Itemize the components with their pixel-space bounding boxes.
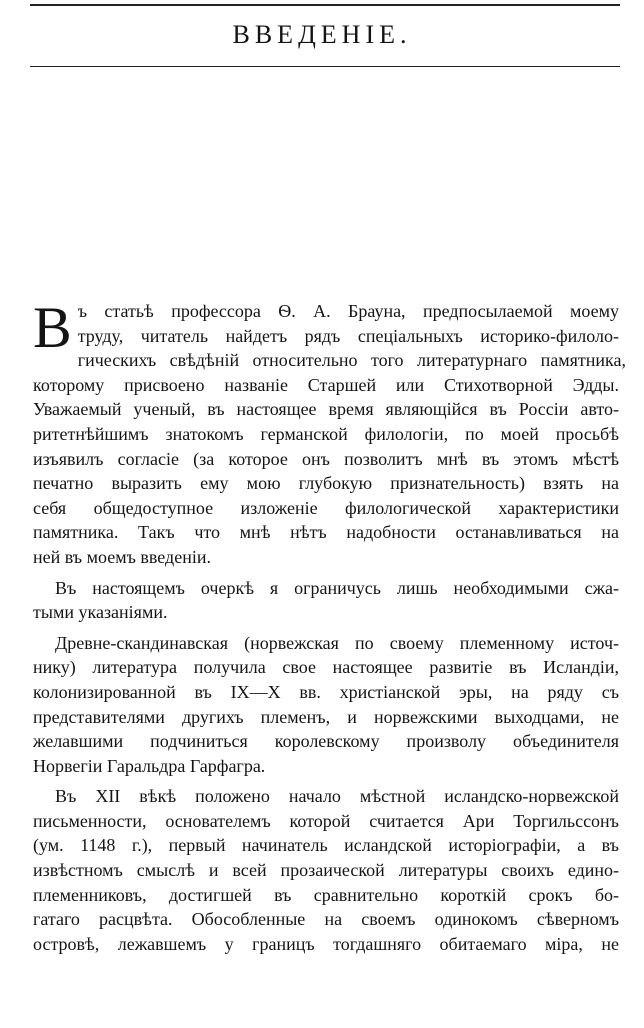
header-top-rule — [30, 4, 620, 6]
text-line: гическихъ свѣдѣній относительно того литературнаго памятника, — [77, 350, 626, 371]
text-line: тыми указаніями. — [33, 602, 168, 623]
text-line: племенниковъ, достигшей въ сравнительно короткій срокъ бо- — [33, 884, 619, 905]
text-line: письменности, основателемъ которой считается Ари Торгильссонъ — [33, 810, 619, 831]
text-line: труду, читатель найдетъ рядъ спеціальныхъ историко-филоло- — [77, 325, 619, 346]
drop-cap: В — [33, 295, 72, 360]
text-line: ритетнѣйшимъ знатокомъ германской филологіи, по моей просьбѣ — [33, 423, 619, 444]
body-text — [33, 295, 626, 956]
text-line: ъ статьѣ профессора Ѳ. А. Брауна, предпосылаемой моему — [77, 301, 619, 321]
text-line: Въ XII вѣкѣ положено начало мѣстной исландско-норвежской — [55, 786, 619, 807]
text-line: колонизированной въ IX—X вв. христіанской эры, на ряду съ — [33, 681, 619, 702]
header-bottom-rule — [30, 66, 620, 67]
text-line: (ум. 1148 г.), первый начинатель исландской исторіографіи, а въ — [33, 835, 619, 856]
text-line: памятника. Такъ что мнѣ нѣтъ надобности останавливаться на — [33, 522, 619, 543]
text-line: представителями другихъ племенъ, и норвежскими выходцами, не — [33, 706, 619, 727]
paragraph-2 — [33, 576, 619, 625]
text-line: желавшими подчиниться королевскому произволу объединителя — [33, 731, 619, 752]
text-line: себя общедоступное изложеніе филологической характеристики — [33, 497, 619, 518]
text-line: нику) литература получила свое настоящее развитіе въ Исландіи, — [33, 657, 619, 678]
paragraph-4 — [33, 784, 619, 956]
text-line: Древне-скандинавская (норвежская по своему племенному источ- — [55, 632, 619, 653]
text-line: Уважаемый ученый, въ настоящее время являющійся въ Россіи авто- — [33, 399, 619, 420]
text-line: извѣстномъ смыслѣ и всей прозаической литературы своихъ едино- — [33, 860, 619, 881]
page-title: ВВЕДЕНІЕ. — [232, 20, 412, 49]
text-line: ней въ моемъ введеніи. — [33, 546, 211, 567]
text-line: которому присвоено названіе Старшей или Стихотворной Эдды. — [33, 374, 619, 395]
text-line: гатаго расцвѣта. Обособленные на своемъ одинокомъ сѣверномъ — [33, 909, 619, 930]
text-line: Норвегіи Гаральдра Гарфагра. — [33, 755, 266, 776]
text-line: островѣ, лежавшемъ у границъ тогдашняго обитаемаго міра, не — [33, 933, 619, 954]
text-line: Въ настоящемъ очеркѣ я ограничусь лишь необходимыми сжа- — [55, 577, 619, 598]
text-line: печатно выразить ему мою глубокую признательность) взять на — [33, 473, 619, 494]
text-line: изъявилъ согласіе (за которое онъ позволитъ мнѣ въ этомъ мѣстѣ — [33, 448, 619, 469]
paragraph-3 — [33, 631, 619, 779]
paragraph-1 — [33, 295, 626, 570]
